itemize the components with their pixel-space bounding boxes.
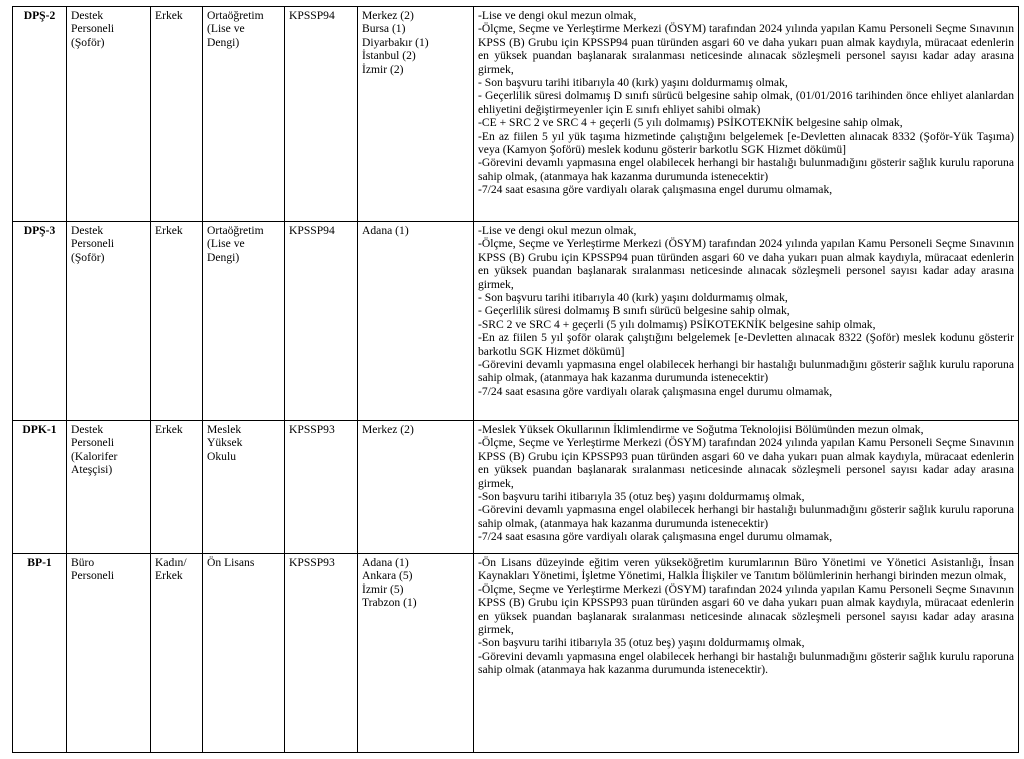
position-code: DPŞ-3 xyxy=(13,222,67,421)
requirement-item: -SRC 2 ve SRC 4 + geçerli (5 yılı dolmamış) PSİKOTEKNİK belgesine sahip olmak, xyxy=(478,317,876,331)
requirement-item: -7/24 saat esasına göre vardiyalı olarak çalışmasına engel durumu olmamak, xyxy=(478,530,833,544)
table-row xyxy=(13,421,1019,554)
city-quota: Diyarbakır (1) xyxy=(362,35,429,49)
requirement-item: -Ölçme, Seçme ve Yerleştirme Merkezi (ÖSYM) tarafından 2024 yılında yapılan Kamu Personeli Seçme Sınavının KPSS (B) Grubu için KPSSP94 puan türünden asgari 60 ve daha yukarı puan almak kaydıyla, müracaat edenlerin en yüksek puandan başlanarak sıralanması neticesinde alınacak sözleşmeli personel sayısı kadar aday arasına girmek, xyxy=(478,22,1014,76)
position-title-line: Destek xyxy=(71,423,104,436)
requirement-item: -En az fiilen 5 yıl yük taşıma hizmetinde çalıştığını belgelemek [e-Devletten alınacak 8332 (Şoför-Yük Taşıma) veya (Kamyon Şoförü) meslek kodunu gösterir barkotlu SGK Hizmet dökümü] xyxy=(478,129,1014,157)
gender-line: Erkek xyxy=(155,423,183,436)
position-title-line: Destek xyxy=(71,224,104,237)
gender-line: Erkek xyxy=(155,224,183,237)
score-type: KPSSP94 xyxy=(285,7,358,222)
requirements xyxy=(474,7,1019,222)
requirement-item: -7/24 saat esasına göre vardiyalı olarak çalışmasına engel durumu olmamak, xyxy=(478,183,833,197)
education-level xyxy=(203,421,285,554)
city-quota: Bursa (1) xyxy=(362,22,406,36)
education-line: Meslek xyxy=(207,423,242,436)
requirement-item: -Görevini devamlı yapmasına engel olabilecek herhangi bir hastalığı bulunmadığını gösterir sağlık kurulu raporuna sahip olmak, (atanmaya hak kazanma durumunda istenecektir) xyxy=(478,156,1014,183)
requirement-item: -Ölçme, Seçme ve Yerleştirme Merkezi (ÖSYM) tarafından 2024 yılında yapılan Kamu Personeli Seçme Sınavının KPSS (B) Grubu için KPSSP94 puan türünden asgari 60 ve daha yukarı puan almak kaydıyla, müracaat edenlerin en yüksek puandan başlanarak sıralanması neticesinde alınacak sözleşmeli personel sayısı kadar aday arasına girmek, xyxy=(478,237,1014,291)
gender xyxy=(151,222,203,421)
education-line: (Lise ve xyxy=(207,22,245,36)
requirement-item: -Son başvuru tarihi itibarıyla 35 (otuz beş) yaşını doldurmamış olmak, xyxy=(478,490,805,504)
position-title-line: Büro xyxy=(71,556,95,569)
position-title xyxy=(67,421,151,554)
cities xyxy=(358,554,474,753)
gender xyxy=(151,554,203,753)
position-title-line: (Kalorifer xyxy=(71,449,118,463)
cities xyxy=(358,222,474,421)
cities xyxy=(358,7,474,222)
education-level xyxy=(203,554,285,753)
position-title-line: (Şoför) xyxy=(71,250,105,264)
city-quota: İzmir (2) xyxy=(362,62,404,76)
requirement-item: -Ölçme, Seçme ve Yerleştirme Merkezi (ÖSYM) tarafından 2024 yılında yapılan Kamu Personeli Seçme Sınavının KPSS (B) Grubu için KPSSP93 puan türünden asgari 60 ve daha yukarı puan almak kaydıyla, müracaat edenlerin en yüksek puandan başlanarak sıralanması neticesinde alınacak sözleşmeli personel sayısı kadar aday arasına girmek, xyxy=(478,582,1014,637)
position-title xyxy=(67,554,151,753)
education-line: Ortaöğretim xyxy=(207,224,264,237)
city-quota: Merkez (2) xyxy=(362,9,414,22)
position-code: BP-1 xyxy=(13,554,67,753)
education-line: (Lise ve xyxy=(207,237,245,251)
requirement-item: -CE + SRC 2 ve SRC 4 + geçerli (5 yılı dolmamış) PSİKOTEKNİK belgesine sahip olmak, xyxy=(478,116,903,130)
gender xyxy=(151,421,203,554)
score-type: KPSSP93 xyxy=(285,421,358,554)
position-title-line: Personeli xyxy=(71,22,115,36)
education-line: Ortaöğretim xyxy=(207,9,264,22)
requirements xyxy=(474,554,1019,753)
requirement-item: - Son başvuru tarihi itibarıyla 40 (kırk) yaşını doldurmamış olmak, xyxy=(478,291,788,305)
position-title-line: Personeli xyxy=(71,569,115,583)
gender-line: Erkek xyxy=(155,569,183,583)
requirement-item: - Geçerlilik süresi dolmamış B sınıfı sürücü belgesine sahip olmak, xyxy=(478,304,790,318)
education-line: Ön Lisans xyxy=(207,556,255,569)
requirements xyxy=(474,421,1019,554)
position-title-line: Personeli xyxy=(71,237,115,251)
requirement-item: -Görevini devamlı yapmasına engel olabilecek herhangi bir hastalığı bulunmadığını gösterir sağlık kurulu raporuna sahip olmak (atanmaya hak kazanma durumunda istenecektir). xyxy=(478,649,1014,677)
position-title-line: Personeli xyxy=(71,436,115,450)
requirement-item: -Görevini devamlı yapmasına engel olabilecek herhangi bir hastalığı bulunmadığını gösterir sağlık kurulu raporuna sahip olmak, (atanmaya hak kazanma durumunda istenecektir) xyxy=(478,503,1014,530)
education-line: Dengi) xyxy=(207,250,240,264)
requirement-item: -En az fiilen 5 yıl şoför olarak çalıştığını belgelemek [e-Devletten alınacak 8322 (Şoför) meslek kodunu gösterir barkotlu SGK Hizmet dökümü] xyxy=(478,331,1014,358)
position-title-line: Destek xyxy=(71,9,104,22)
education-line: Dengi) xyxy=(207,35,240,49)
education-line: Yüksek xyxy=(207,436,243,450)
requirement-item: -Ölçme, Seçme ve Yerleştirme Merkezi (ÖSYM) tarafından 2024 yılında yapılan Kamu Personeli Seçme Sınavının KPSS (B) Grubu için KPSSP93 puan türünden asgari 60 ve daha yukarı puan almak kaydıyla, müracaat edenlerin en yüksek puandan başlanarak sıralanması neticesinde alınacak sözleşmeli personel sayısı kadar aday arasına girmek, xyxy=(478,436,1014,490)
requirement-item: - Geçerlilik süresi dolmamış D sınıfı sürücü belgesine sahip olmak, (01/01/2016 tarihinden önce ehliyet alanlardan ehliyetini değiştirmeyenler için E sınıfı ehliyet sahibi olmak) xyxy=(478,89,1014,116)
positions-table xyxy=(12,6,1019,753)
requirement-item: -Meslek Yüksek Okullarının İklimlendirme ve Soğutma Teknolojisi Bölümünden mezun olmak, xyxy=(478,423,924,436)
table-row xyxy=(13,222,1019,421)
city-quota: Ankara (5) xyxy=(362,569,413,583)
requirements xyxy=(474,222,1019,421)
city-quota: Trabzon (1) xyxy=(362,596,417,610)
requirement-item: -Lise ve dengi okul mezun olmak, xyxy=(478,9,637,22)
city-quota: İstanbul (2) xyxy=(362,49,416,63)
city-quota: Merkez (2) xyxy=(362,423,414,436)
education-line: Okulu xyxy=(207,449,236,463)
position-code: DPŞ-2 xyxy=(13,7,67,222)
education-level xyxy=(203,7,285,222)
score-type: KPSSP94 xyxy=(285,222,358,421)
score-type: KPSSP93 xyxy=(285,554,358,753)
position-title xyxy=(67,7,151,222)
requirement-item: -Ön Lisans düzeyinde eğitim veren yükseköğretim kurumlarının Büro Yönetimi ve Yönetici Asistanlığı, İnsan Kaynakları Yönetimi, İşletme Yönetimi, Halkla İlişkiler ve Tanıtım bölümlerinin herhangi birinden mezun olmak, xyxy=(478,556,1014,583)
education-level xyxy=(203,222,285,421)
requirement-item: - Son başvuru tarihi itibarıyla 40 (kırk) yaşını doldurmamış olmak, xyxy=(478,76,788,90)
position-code: DPK-1 xyxy=(13,421,67,554)
requirement-item: -7/24 saat esasına göre vardiyalı olarak çalışmasına engel durumu olmamak, xyxy=(478,384,833,398)
city-quota: İzmir (5) xyxy=(362,582,404,596)
requirement-item: -Lise ve dengi okul mezun olmak, xyxy=(478,224,637,237)
gender xyxy=(151,7,203,222)
cities xyxy=(358,421,474,554)
gender-line: Erkek xyxy=(155,9,183,22)
requirement-item: -Görevini devamlı yapmasına engel olabilecek herhangi bir hastalığı bulunmadığını gösterir sağlık kurulu raporuna sahip olmak, (atanmaya hak kazanma durumunda istenecektir) xyxy=(478,358,1014,385)
city-quota: Adana (1) xyxy=(362,224,409,237)
gender-line: Kadın/ xyxy=(155,556,187,569)
city-quota: Adana (1) xyxy=(362,556,409,569)
position-title-line: Ateşçisi) xyxy=(71,463,113,477)
position-title xyxy=(67,222,151,421)
table-row xyxy=(13,554,1019,753)
table-row xyxy=(13,7,1019,222)
position-title-line: (Şoför) xyxy=(71,35,105,49)
requirement-item: -Son başvuru tarihi itibarıyla 35 (otuz beş) yaşını doldurmamış olmak, xyxy=(478,636,805,650)
